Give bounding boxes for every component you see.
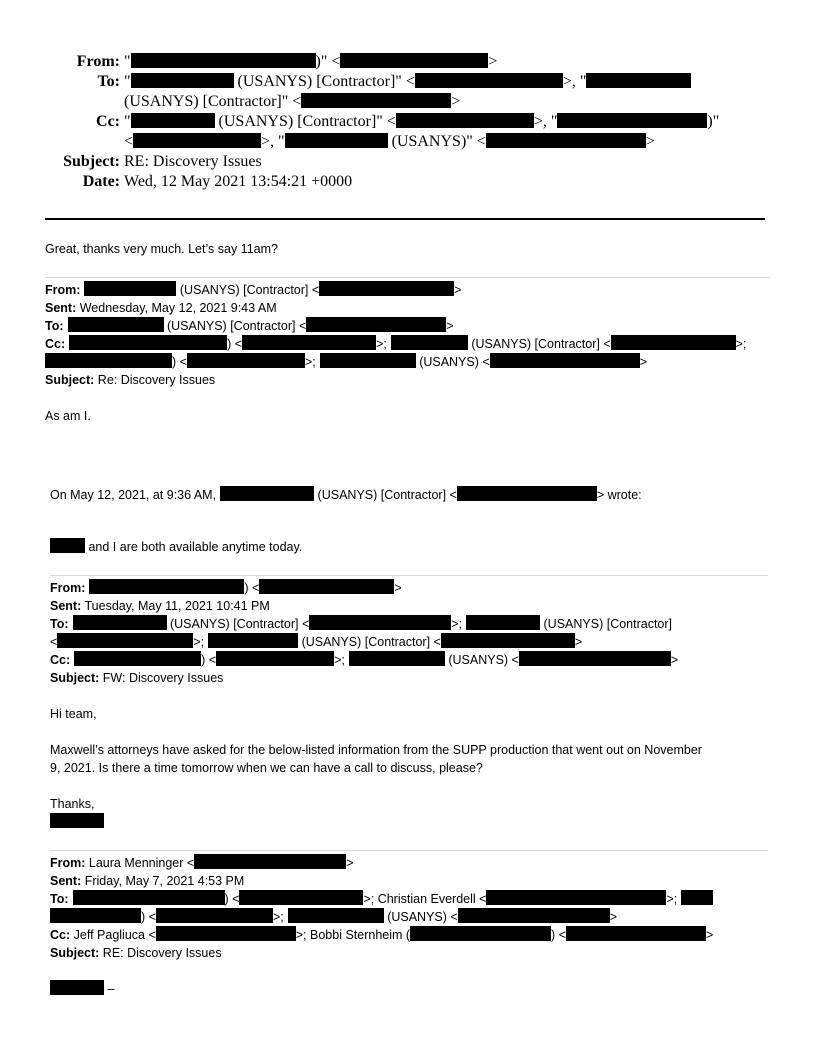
text: (USANYS) [Contractor] < (176, 283, 320, 297)
redaction-block (156, 908, 273, 923)
redaction-block (50, 980, 104, 995)
quoted-sent-line (50, 872, 244, 890)
redaction-block (50, 538, 85, 553)
cc-label: Cc: (45, 337, 66, 351)
text: >; (376, 337, 387, 351)
text: ) < (201, 653, 217, 667)
text: )" (707, 113, 720, 130)
text: Laura Menninger < (85, 856, 195, 870)
paragraph-line-2: 9, 2021. Is there a time tomorrow when we can have a call to discuss, please? (50, 761, 483, 775)
quoted-from-line (45, 281, 461, 299)
redaction-block (187, 353, 305, 368)
text: ) < (224, 892, 240, 906)
text: (USANYS) < (383, 910, 458, 924)
text: " (124, 73, 131, 90)
subject-value: FW: Discovery Issues (99, 671, 224, 685)
text: >; (666, 892, 678, 906)
message-divider (50, 575, 768, 576)
signature-line (50, 813, 104, 831)
redaction-block (457, 486, 597, 501)
redaction-block (285, 133, 388, 148)
sent-label: Sent: (50, 599, 82, 613)
redaction-block (490, 353, 640, 368)
dash-text: – (104, 982, 115, 996)
redaction-block (68, 317, 164, 332)
quoted-subject-line (45, 371, 215, 389)
text: >; Christian Everdell < (363, 892, 487, 906)
message-text: and I are both available anytime today. (85, 540, 303, 554)
text: < (50, 635, 58, 649)
subject-label: Subject: (45, 373, 95, 387)
message-divider (50, 850, 768, 851)
quoted-subject-line (50, 669, 223, 687)
subject-value: RE: Discovery Issues (99, 946, 222, 960)
paragraph-line-1: Maxwell’s attorneys have asked for the below-listed information from the SUPP production that went out on November (50, 743, 702, 757)
message-divider (45, 277, 770, 278)
sent-label: Sent: (50, 874, 82, 888)
quoted-to-line (50, 890, 713, 908)
redaction-block (84, 281, 176, 296)
redaction-block (566, 926, 706, 941)
text: (USANYS) [Contractor] < (166, 617, 310, 631)
quoted-subject-line (50, 944, 222, 962)
text: ) < (227, 337, 243, 351)
cc-label: Cc: (50, 928, 71, 942)
redaction-block (259, 579, 394, 594)
text: < (124, 133, 134, 150)
from-label: From: (50, 856, 86, 870)
redaction-block (586, 73, 691, 88)
redaction-block (410, 926, 551, 941)
text: > (670, 653, 679, 667)
text: " (124, 53, 131, 70)
sent-label: Sent: (45, 301, 77, 315)
redaction-block (69, 335, 227, 350)
redaction-block (340, 53, 488, 68)
subject-label: Subject: (50, 671, 100, 685)
to-label: To: (50, 892, 69, 906)
header-date-row (0, 172, 724, 192)
text: (USANYS) [Contractor]" < (214, 113, 396, 130)
subject-value: Re: Discovery Issues (94, 373, 216, 387)
redaction-block (194, 854, 346, 869)
header-divider (45, 218, 765, 220)
sent-value: Friday, May 7, 2021 4:53 PM (81, 874, 245, 888)
text: > (346, 856, 354, 870)
quoted-cc-line (45, 335, 746, 353)
text: )" < (315, 53, 341, 70)
salutation-line (50, 980, 114, 998)
redaction-block (486, 890, 666, 905)
text: (USANYS) [Contractor] < (467, 337, 611, 351)
redaction-block (519, 651, 671, 666)
text: Jeff Pagliuca < (70, 928, 156, 942)
text: (USANYS)" < (387, 133, 486, 150)
redaction-block (320, 353, 416, 368)
quoted-to-line-cont (50, 908, 617, 926)
on-wrote-line (50, 486, 642, 504)
text: > (394, 581, 402, 595)
from-label: From: (45, 283, 81, 297)
quoted-to-line (50, 615, 672, 633)
text: >; Bobbi Sternheim ( (295, 928, 411, 942)
text: >; (272, 910, 284, 924)
text: >, " (533, 113, 558, 130)
text: >, " (562, 73, 587, 90)
message-text: Great, thanks very much. Let’s say 11am? (45, 242, 278, 256)
header-subject-row (0, 152, 724, 172)
signoff-text: Thanks, (50, 797, 95, 811)
redaction-block (458, 908, 610, 923)
redaction-block (220, 486, 314, 501)
quoted-cc-line (50, 651, 678, 669)
text: On May 12, 2021, at 9:36 AM, (50, 488, 217, 502)
quoted-cc-line-cont (45, 353, 647, 371)
sent-value: Tuesday, May 11, 2021 10:41 PM (81, 599, 270, 613)
text: > (574, 635, 583, 649)
redaction-block (216, 651, 334, 666)
redaction-block (391, 335, 468, 350)
quoted-from-line (50, 854, 354, 872)
redaction-block (441, 633, 575, 648)
text: > (488, 53, 498, 70)
text: >; (735, 337, 747, 351)
redaction-block (288, 908, 384, 923)
redaction-block (89, 579, 244, 594)
text: >; (334, 653, 345, 667)
subject-label: Subject: (63, 153, 120, 170)
text: >, " (261, 133, 285, 150)
date-label: Date: (82, 173, 120, 190)
text: > (645, 133, 655, 150)
quoted-sent-line (45, 299, 277, 317)
message-text: As am I. (45, 409, 91, 423)
redaction-block (239, 890, 363, 905)
redaction-block (611, 335, 736, 350)
text: ) < (551, 928, 566, 942)
text: (USANYS) < (444, 653, 519, 667)
to-label: To: (45, 319, 64, 333)
greeting-text: Hi team, (50, 707, 97, 721)
redaction-block (301, 93, 451, 108)
quoted-from-line (50, 579, 402, 597)
to-label: To: (50, 617, 69, 631)
quoted-sent-line (50, 597, 270, 615)
text: > (454, 283, 462, 297)
text: (USANYS) [Contractor] (540, 617, 673, 631)
redaction-block (45, 353, 172, 368)
quoted-cc-line (50, 926, 713, 944)
from-label: From: (50, 581, 86, 595)
redaction-block (50, 908, 141, 923)
text: (USANYS) [Contractor] < (163, 319, 307, 333)
redaction-block (306, 317, 446, 332)
redaction-block (133, 133, 261, 148)
text: > (451, 93, 461, 110)
redaction-block (131, 53, 316, 68)
redaction-block (131, 113, 215, 128)
text: > (446, 319, 454, 333)
text: (USANYS) [Contractor]" < (124, 93, 302, 110)
redaction-block (309, 615, 451, 630)
sent-value: Wednesday, May 12, 2021 9:43 AM (76, 301, 277, 315)
to-label: To: (97, 73, 120, 90)
quoted-to-line-cont (50, 633, 582, 651)
redaction-block (208, 633, 298, 648)
text: > (705, 928, 714, 942)
redaction-block (486, 133, 646, 148)
header-cc-row (0, 112, 724, 152)
redaction-block (73, 615, 167, 630)
redaction-block (57, 633, 193, 648)
subject-value: RE: Discovery Issues (124, 153, 262, 170)
text: (USANYS) [Contractor]" < (233, 73, 415, 90)
quoted-to-line (45, 317, 454, 335)
text: (USANYS) [Contractor] < (298, 635, 441, 649)
text: > (639, 355, 648, 369)
redaction-block (681, 890, 713, 905)
from-label: From: (76, 53, 120, 70)
redaction-block (466, 615, 540, 630)
text: ) < (141, 910, 156, 924)
redaction-block (557, 113, 707, 128)
text: >; (304, 355, 316, 369)
text: > (609, 910, 618, 924)
redaction-block (319, 281, 454, 296)
redaction-block (396, 113, 534, 128)
text: ) < (244, 581, 260, 595)
message-text-line (50, 538, 302, 556)
text: >; (193, 635, 205, 649)
text: (USANYS) [Contractor] < (314, 488, 457, 502)
text: > wrote: (596, 488, 642, 502)
redaction-block (50, 813, 104, 828)
redaction-block (242, 335, 376, 350)
email-header (0, 52, 724, 192)
redaction-block (74, 651, 201, 666)
header-from-row (0, 52, 724, 72)
cc-label: Cc: (96, 113, 120, 130)
header-to-row (0, 72, 724, 112)
subject-label: Subject: (50, 946, 100, 960)
cc-label: Cc: (50, 653, 71, 667)
text: ) < (172, 355, 187, 369)
redaction-block (415, 73, 563, 88)
redaction-block (156, 926, 296, 941)
date-value: Wed, 12 May 2021 13:54:21 +0000 (124, 173, 353, 190)
redaction-block (131, 73, 234, 88)
text: >; (451, 617, 463, 631)
redaction-block (349, 651, 445, 666)
text: (USANYS) < (415, 355, 490, 369)
text: " (124, 113, 131, 130)
redaction-block (73, 890, 225, 905)
